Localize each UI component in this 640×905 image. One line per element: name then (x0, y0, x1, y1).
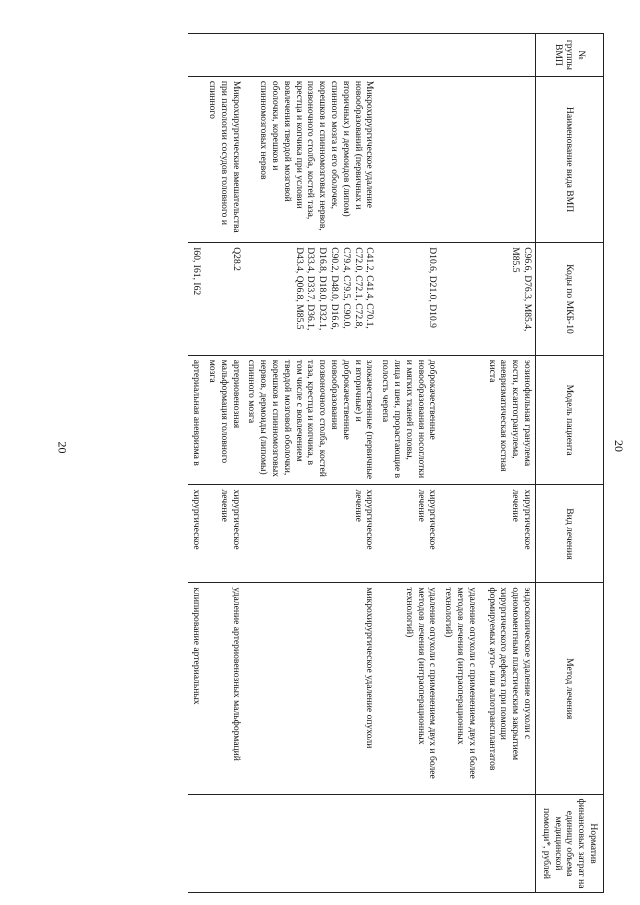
page-number: 20 (55, 441, 70, 454)
header-type-cell: Вид лечения (536, 485, 604, 583)
header-cost-cell: Норматив финансовых затрат на единицу объема медицинской помощи*, рублей (536, 795, 604, 893)
page-number-label: 20 (612, 440, 626, 452)
header-method-cell: Метод лечения (536, 583, 604, 795)
row-method-text-2: удаление опухоли с применением двух и более методов лечения (интраоперационных технологий) (443, 587, 478, 779)
row-model: артериальная аневризма в (189, 355, 205, 485)
header-name-cell: Наименование вида ВМП (536, 76, 604, 242)
table-row (204, 34, 243, 893)
table-row (440, 34, 535, 893)
row-type: хирургическое (189, 485, 205, 583)
header-model-cell: Модель пациента (536, 355, 604, 485)
row-type: хирургическое лечение (440, 485, 535, 583)
row-icd: C41.2, C41.4, C70.1, C72.0, C72.1, C72.8, C79.4, C79.5, C90.0, C90.2, D48.0, D16.6, D16.8, D18.0, D32.1, D33.4, D33.7, D36.1, D43.4, Q06.8, M85.5 (244, 243, 378, 356)
row-model: артериовенозная мальформация головного мозга (204, 355, 243, 485)
row-method (440, 583, 535, 795)
row-model: доброкачественные новообразования носоглотки и мягких тканей головы, лица и шеи, прорастающие в полость черепа (377, 355, 440, 485)
table-row (189, 34, 205, 893)
row-icd: Q28.2 (204, 243, 243, 356)
row-model: злокачественные (первичные и вторичные) и доброкачественные новообразования позвоночного столба, костей таза, крестца и копчика, в том числе с вовлечением твердой мозговой оболочки, корешков и спинномозговых нервов, дермоиды (липомы) спинного мозга (244, 355, 378, 485)
vmp-table (189, 33, 605, 893)
header-group-cell: № группы ВМП (536, 34, 604, 77)
row-method: удаление опухоли с применением двух и более методов лечения (интраоперационных технологий) (377, 583, 440, 795)
row-method-text: эндоскопическое удаление опухоли с одномоментным пластическим закрытием хирургического дефекта при помощи формируемых ауто- или аллотрансплантатов (486, 587, 534, 771)
row-icd: I60, I61, I62 (189, 243, 205, 356)
header-icd-cell: Коды по МКБ-10 (536, 243, 604, 356)
table-row (377, 34, 440, 893)
row-icd: C96.6, D76.3, M85.4, M85.5 (440, 243, 535, 356)
row-name (377, 76, 440, 242)
row-method: микрохирургическое удаление опухоли (244, 583, 378, 795)
row-method: клипирование артериальных (189, 583, 205, 795)
row-name: Микрохирургическое удаление новообразований (первичных и вторичных) и дермоидов (липом) спинного мозга и его оболочек, корешков и спинномозговых нервов, позвоночного столба, костей таза, крестца и копчика при условии вовлечения твердой мозговой оболочки, корешков и спинномозговых нервов (244, 76, 378, 242)
table-header-row (536, 34, 604, 893)
row-type: хирургическое лечение (244, 485, 378, 583)
row-name (440, 76, 535, 242)
row-type: хирургическое лечение (377, 485, 440, 583)
table-row (244, 34, 378, 893)
row-method: удаление артериовенозных мальформаций (204, 583, 243, 795)
row-name (189, 76, 205, 242)
row-model: эозинофильная гранулема кости, ксантогранулема, аневризматическая костная киста (440, 355, 535, 485)
row-name: Микрохирургические вмешательства при патологии сосудов головного и спинного (204, 76, 243, 242)
row-icd: D10.6, D21.0, D10.9 (377, 243, 440, 356)
row-type: хирургическое лечение (204, 485, 243, 583)
